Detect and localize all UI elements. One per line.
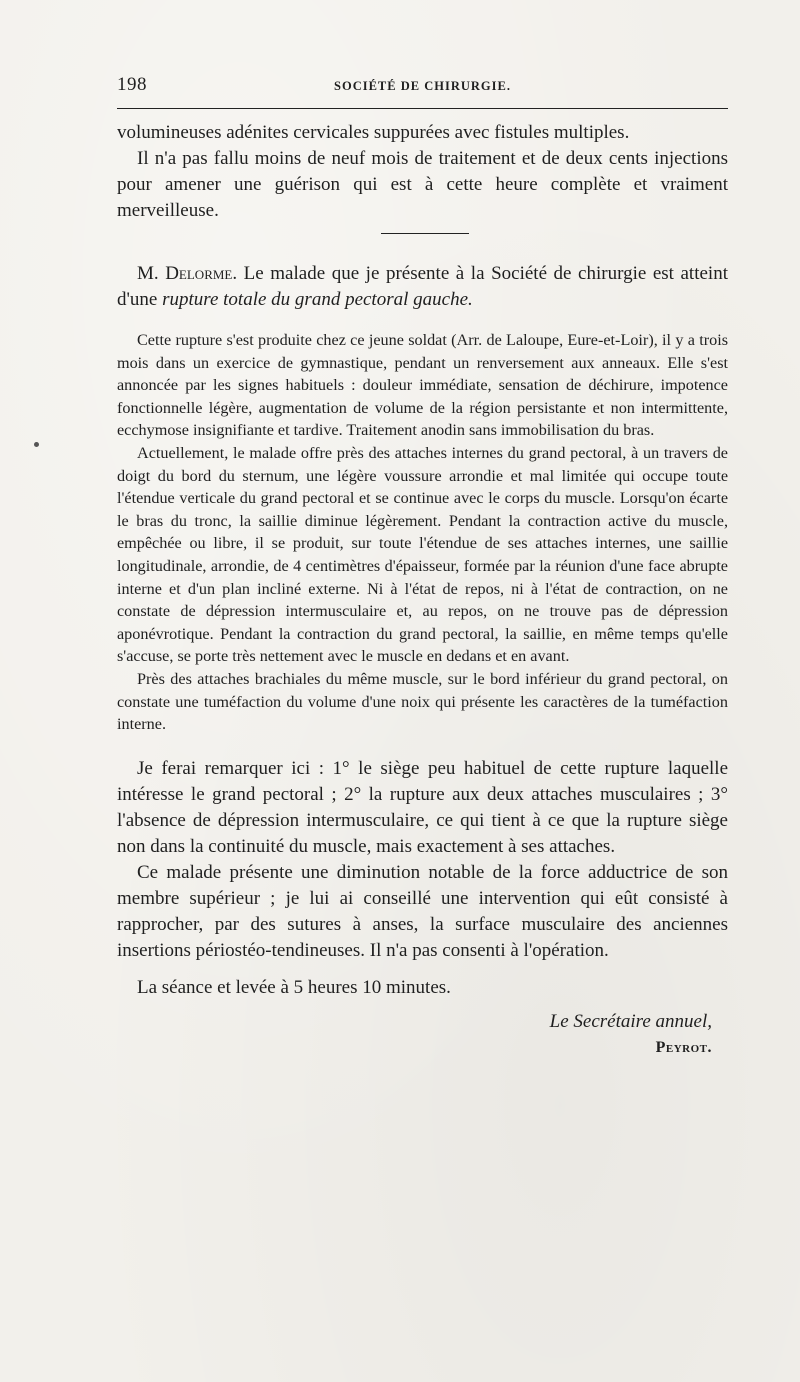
case-intro-text: . Le malade que je présente à la Société de chirurgie est atteint d'une — [117, 263, 728, 310]
running-head: SOCIÉTÉ DE CHIRURGIE. — [334, 79, 511, 93]
header-rule — [117, 108, 728, 109]
page-header — [117, 74, 728, 96]
paper-speck — [34, 442, 39, 447]
paragraph-continuation: volumineuses adénites cervicales suppurées avec fistules multiples. — [117, 122, 630, 143]
paragraph-brachial-attachments: Près des attaches brachiales du même muscle, sur le bord inférieur du grand pectoral, on constate une tuméfaction du volume d'une noix qui présente les caractères de la tuméfaction interne. — [117, 669, 728, 734]
paragraph-remarks: Je ferai remarquer ici : 1° le siège peu habituel de cette rupture laquelle intéresse le grand pectoral ; 2° la rupture aux deux attaches musculaires ; 3° l'absence de dépression intermusculaire, ce qui tient à ce que la rupture siège non dans la continuité du muscle, mais exactement à ses attaches. — [117, 757, 728, 857]
case-diagnosis: rupture totale du grand pectoral gauche. — [162, 289, 473, 310]
page-number: 198 — [117, 74, 147, 95]
paragraph-examination: Actuellement, le malade offre près des attaches internes du grand pectoral, à un travers de doigt du bord du sternum, une légère voussure arrondie et mal limitée qui occupe toute l'étendue verticale du grand pectoral et se continue avec le corps du muscle. Lorsqu'on écarte le bras du tronc, la saillie diminue légèrement. Pendant la contraction active du muscle, empêchée ou libre, il se produit, sur toute l'étendue de ses attaches internes, une saillie longitudinale, arrondie, de 4 centimètres d'épaisseur, formée par la réunion d'une face abrupte interne et d'un plan incliné externe. Ni à l'état de repos, ni à l'état de contraction, on ne constate de dépression intermusculaire et, au repos, on ne trouve pas de dépression aponévrotique. Pendant la contraction du grand pectoral, la saillie, en même temps qu'elle s'accuse, se porte très nettement avec le muscle en dedans et en avant. — [117, 443, 728, 666]
speaker-name: Delorme — [165, 263, 233, 284]
paragraph-recommendation: Ce malade présente une diminution notable de la force adductrice de son membre supérieur ; je lui ai conseillé une intervention qui eût consisté à rapprocher, par des sutures à anses, la surface musculaire des anciennes insertions périostéo-tendineuses. Il n'a pas consenti à l'opération. — [117, 861, 728, 961]
body-text — [117, 120, 728, 1057]
paragraph-case-intro — [117, 261, 728, 313]
paragraph-closing: La séance et levée à 5 heures 10 minutes. — [137, 976, 451, 998]
signature-title: Le Secrétaire annuel, — [549, 1010, 712, 1032]
speaker-prefix: M. — [137, 263, 166, 284]
signature-name: Peyrot. — [655, 1038, 712, 1056]
paragraph-treatment-result: Il n'a pas fallu moins de neuf mois de traitement et de deux cents injections pour amener une guérison qui est à cette heure complète et vraiment merveilleuse. — [117, 148, 728, 221]
paragraph-history: Cette rupture s'est produite chez ce jeune soldat (Arr. de Laloupe, Eure-et-Loir), il y a trois mois dans un exercice de gymnastique, pendant un renversement aux anneaux. Elle s'est annoncée par les signes habituels : douleur immédiate, sensation de déchirure, impotence fonctionnelle légère, augmentation de volume de la région persistante et non intermittente, ecchymose insignifiante et tardive. Traitement anodin sans immobilisation du bras. — [117, 331, 728, 440]
